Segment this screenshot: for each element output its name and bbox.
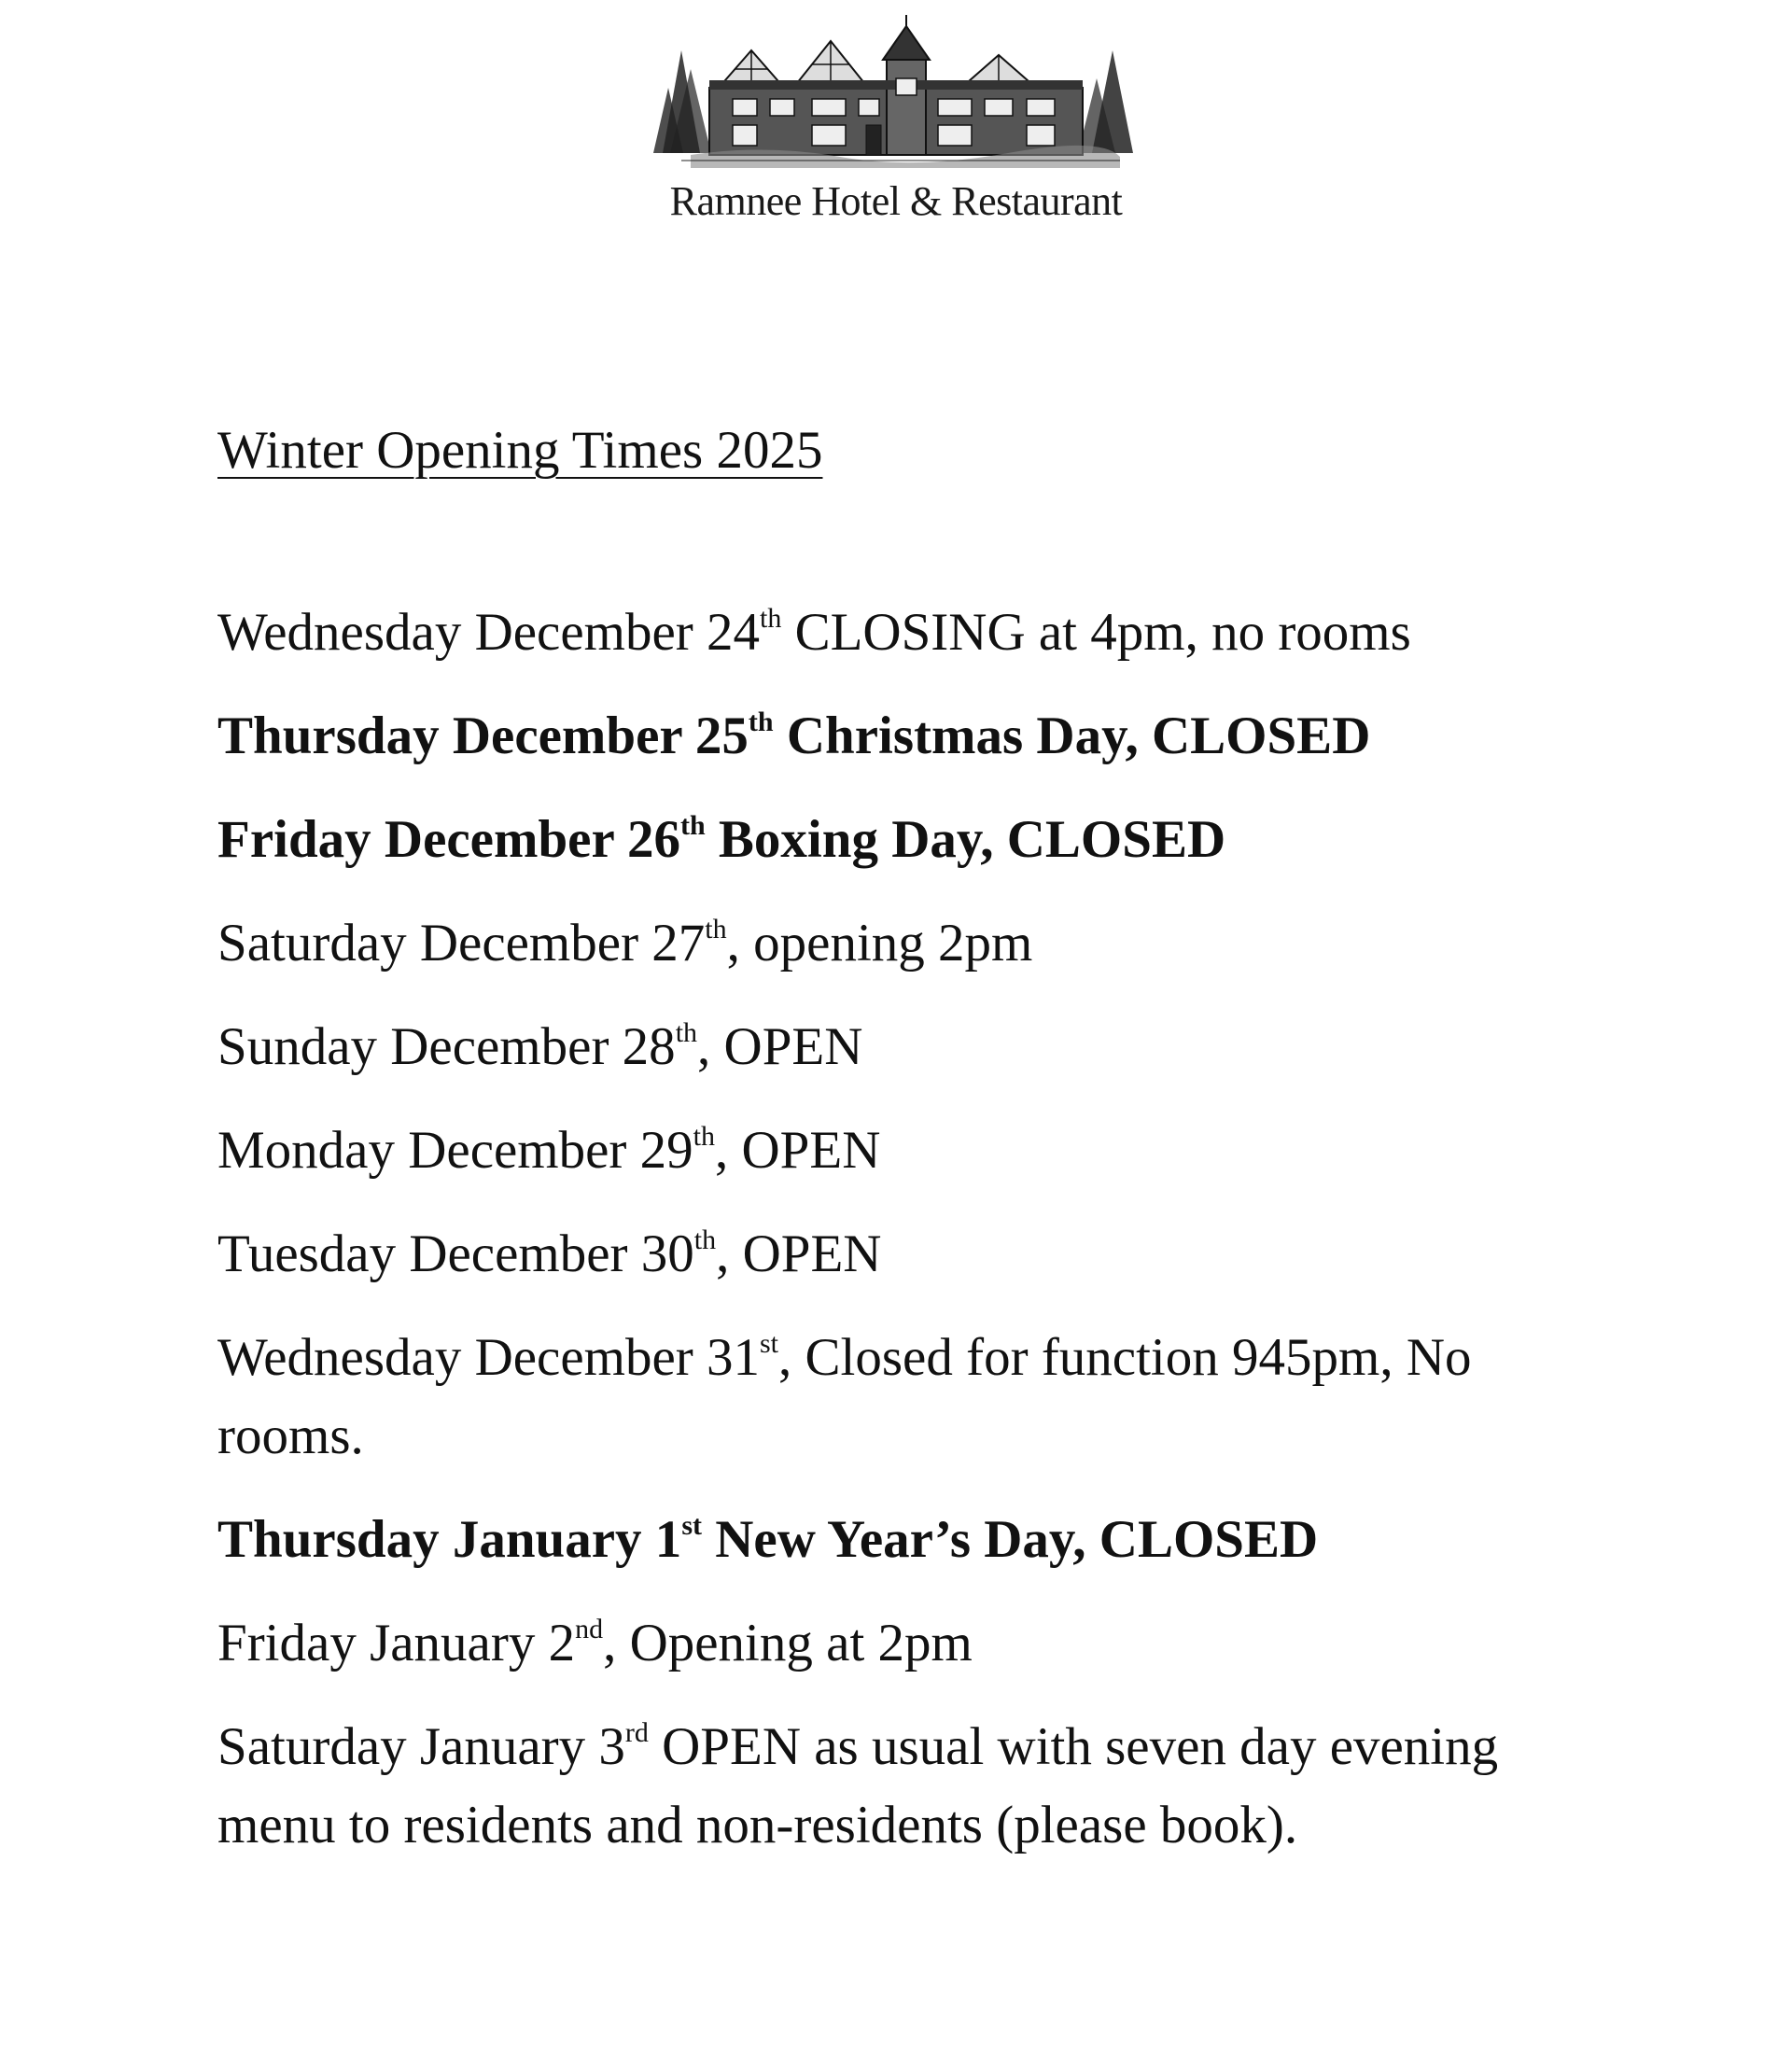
- hotel-name: Ramnee Hotel & Restaurant: [669, 178, 1123, 224]
- list-item: Wednesday December 24th CLOSING at 4pm, no rooms: [217, 603, 1411, 662]
- list-item: Friday January 2nd, Opening at 2pm: [217, 1614, 973, 1672]
- list-item: Thursday December 25th Christmas Day, CLOSED: [217, 707, 1371, 765]
- list-item: Sunday December 28th, OPEN: [217, 1017, 863, 1076]
- opening-times-list: [217, 594, 1617, 1865]
- list-item: Friday December 26th Boxing Day, CLOSED: [217, 810, 1226, 869]
- list-item: Saturday December 27th, opening 2pm: [217, 914, 1033, 973]
- hotel-building-logo: [653, 13, 1139, 177]
- header: [0, 0, 1792, 243]
- list-item: Monday December 29th, OPEN: [217, 1121, 881, 1180]
- page-title: Winter Opening Times 2025: [217, 421, 823, 480]
- document-body: [217, 409, 1617, 1890]
- list-item: Tuesday December 30th, OPEN: [217, 1224, 882, 1283]
- list-item: Saturday January 3rd OPEN as usual with seven day evening menu to residents and non-residents (please book).: [217, 1717, 1499, 1854]
- list-item: Thursday January 1st New Year’s Day, CLOSED: [217, 1510, 1319, 1569]
- list-item: Wednesday December 31st, Closed for function 945pm, No rooms.: [217, 1328, 1472, 1465]
